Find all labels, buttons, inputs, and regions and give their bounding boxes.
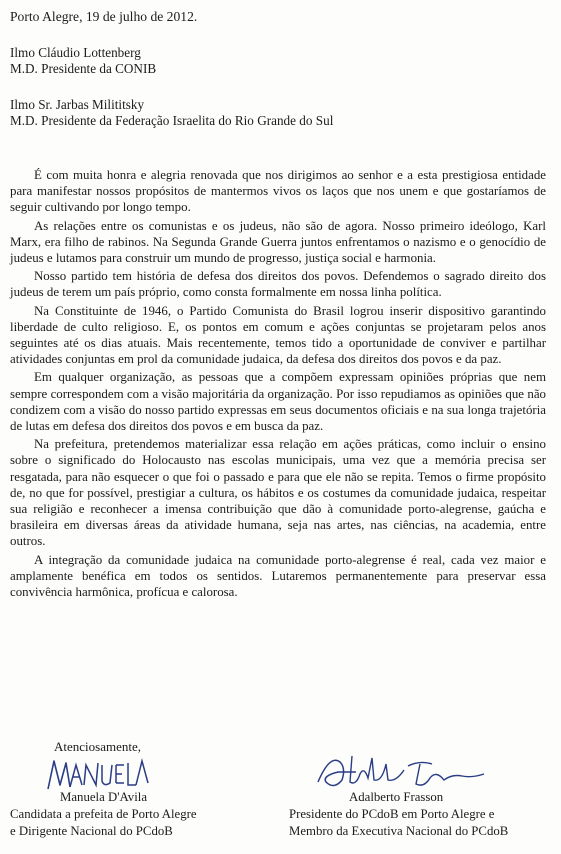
signatory-left-title [10, 806, 197, 839]
recipient-2-title: M.D. Presidente da Federação Israelita do Rio Grande do Sul [10, 113, 334, 128]
body-paragraph: Na prefeitura, pretendemos materializar essa relação em ações práticas, como incluir o ensino sobre o significado do Holocausto nas escolas municipais, uma vez que a memória precisa ser resgatada, para não esquecer o que foi o passado e para que ele não se repita. Temos o firme propósito de, no que for possível, prestigiar a cultura, os hábitos e os costumes da comunidade judaica, respeitar sua religião e reconhecer a imensa contribuição que dão à comunidade porto-alegrense, gaúcha e brasileira em diversas áreas da atividade humana, seja nas artes, nas ciências, na academia, entre outros. [10, 437, 546, 549]
body-paragraph: A integração da comunidade judaica na comunidade porto-alegrense é real, cada vez maior e amplamente benéfica em todos os sentidos. Lutaremos permanentemente para preservar essa convivência harmônica, profícua e calorosa. [10, 552, 546, 600]
signatory-left-title-line2: e Dirigente Nacional do PCdoB [10, 823, 173, 838]
signatory-right-name: Adalberto Frasson [349, 790, 444, 804]
signatory-left-name: Manuela D'Avila [60, 790, 147, 804]
body-paragraph: Nosso partido tem história de defesa dos direitos dos povos. Defendemos o sagrado direito dos judeus de terem um país próprio, como consta formalmente em nossa linha política. [10, 269, 546, 300]
recipient-1 [10, 45, 156, 77]
signatory-right-title [289, 806, 508, 839]
recipient-2-name: Ilmo Sr. Jarbas Milititsky [10, 97, 145, 112]
recipient-1-name: Ilmo Cláudio Lottenberg [10, 45, 141, 60]
body-paragraph: É com muita honra e alegria renovada que nos dirigimos ao senhor e a esta prestigiosa entidade para manifestar nossos propósitos de mantermos vivos os laços que nos unem e que gostaríamos de seguir cultivando por longo tempo. [10, 168, 546, 215]
signatory-right-title-line2: Membro da Executiva Nacional do PCdoB [289, 823, 509, 838]
signatory-left-title-line1: Candidata a prefeita de Porto Alegre [10, 807, 197, 821]
signatory-right-title-line1: Presidente do PCdoB em Porto Alegre e [289, 807, 495, 821]
letter-body [10, 167, 546, 602]
letter-date: Porto Alegre, 19 de julho de 2012. [10, 9, 198, 24]
signature-left-image [44, 755, 154, 793]
recipient-1-title: M.D. Presidente da CONIB [10, 61, 157, 76]
signature-right-image [312, 752, 492, 794]
body-paragraph: Em qualquer organização, as pessoas que a compõem expressam opiniões próprias que nem sempre correspondem com a visão majoritária da organização. Por isso repudiamos as opiniões que não condizem com a visão do nosso partido expressas em seus documentos oficiais e na sua longa trajetória de lutas em defesa dos direitos dos povos e em busca da paz. [10, 370, 546, 434]
closing-salutation: Atenciosamente, [54, 739, 141, 754]
body-paragraph: Na Constituinte de 1946, o Partido Comunista do Brasil logrou inserir dispositivo garantindo liberdade de culto religioso. E, os pontos em comum e ações conjuntas se projetaram pelos anos seguintes até os dias atuais. Mais recentemente, temos tido a oportunidade de conviver e partilhar atividades conjuntas em prol da comunidade judaica, da defesa dos direitos dos povos e da paz. [10, 303, 546, 367]
body-paragraph: As relações entre os comunistas e os judeus, não são de agora. Nosso primeiro ideólogo, Karl Marx, era filho de rabinos. Na Segunda Grande Guerra juntos enfrentamos o nazismo e o genocídio de judeus e lutamos para construir um mundo de progresso, justiça social e harmonia. [10, 218, 546, 266]
recipient-2 [10, 97, 333, 129]
